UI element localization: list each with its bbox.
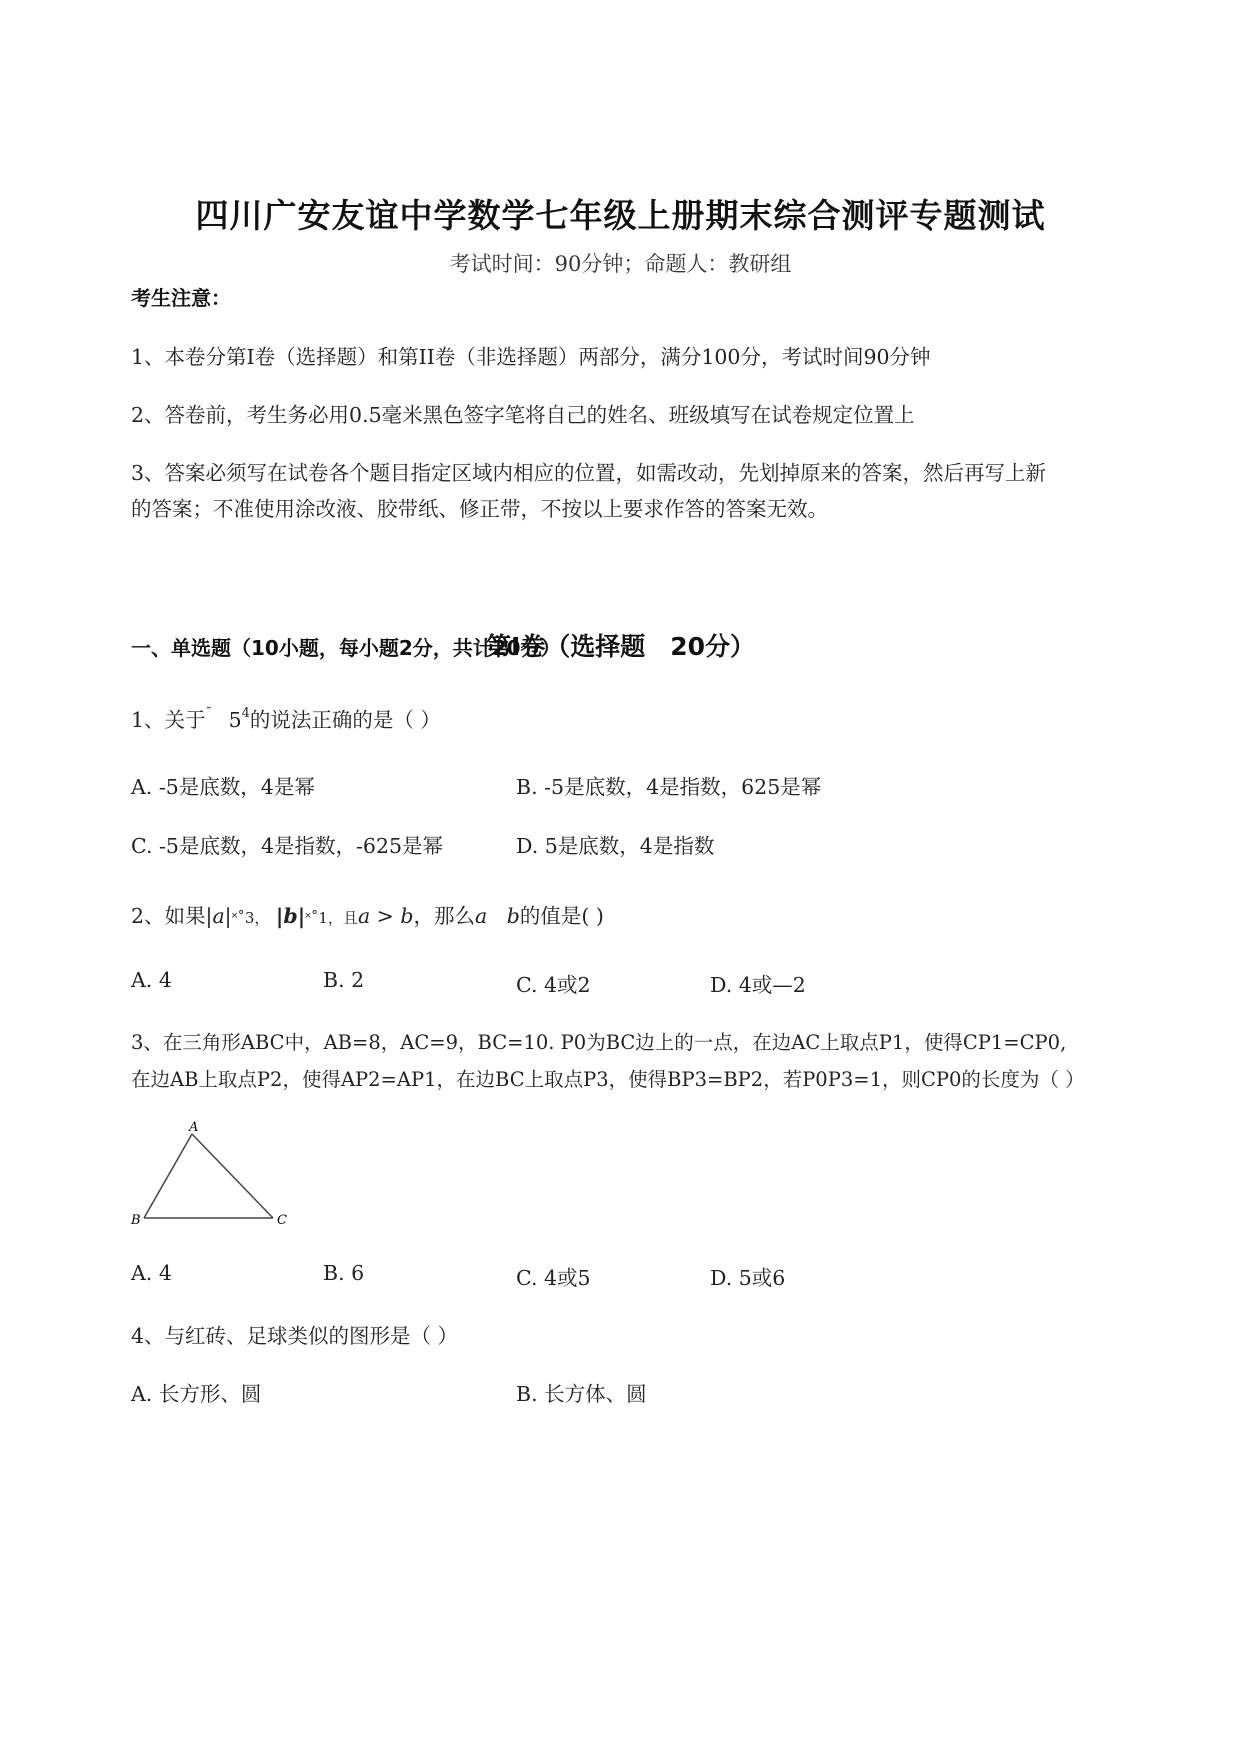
question-3-line-1: 3、在三角形ABC中，AB=8，AC=9，BC=10. P0为BC边上的一点，在边AC上取点P1，使得CP1=CP0, (131, 1031, 1067, 1054)
notice-heading: 考生注意： (131, 286, 231, 310)
q2-p1: 2、如果 (131, 904, 206, 928)
q2-condition: a > b (357, 904, 414, 928)
q3-option-d: D. 5或6 (710, 1266, 786, 1290)
q1-base: 5 (228, 708, 242, 732)
q4-option-a: A. 长方形、圆 (131, 1382, 262, 1406)
q1-prefix: 1、关于 (131, 708, 206, 732)
q2-p2: ，那么 (413, 904, 475, 928)
part-heading: 一、单选题（10小题，每小题2分，共计20分） (131, 636, 561, 660)
q3-option-b: B. 6 (323, 1261, 365, 1285)
notice-item-3: 3、答案必须写在试卷各个题目指定区域内相应的位置，如需改动，先划掉原来的答案，然后再写上新 (131, 461, 1047, 485)
section-title: 第I卷（选择题 20分） (485, 632, 756, 661)
q2-p3: 的值是( ) (519, 904, 604, 928)
q3-option-c: C. 4或5 (516, 1266, 591, 1290)
question-4-stem: 4、与红砖、足球类似的图形是（ ） (131, 1324, 459, 1348)
notice-item-3-cont: 的答案；不准使用涂改液、胶带纸、修正带，不按以上要求作答的答案无效。 (131, 497, 828, 521)
q3-option-a: A. 4 (131, 1261, 172, 1285)
q1-option-c: C. -5是底数，4是指数，-625是幂 (131, 834, 444, 858)
q2-eq2: ˟˚1，且 (305, 909, 358, 927)
q1-tilde: ˜ (205, 706, 213, 721)
q2-abs-b: |b| (275, 904, 306, 928)
q1-exponent: 4 (241, 706, 250, 721)
q4-option-b: B. 长方体、圆 (516, 1382, 647, 1406)
q1-option-a: A. -5是底数，4是幂 (131, 775, 315, 799)
page-title: 四川广安友谊中学数学七年级上册期末综合测评专题测试 (195, 196, 1046, 235)
notice-item-1: 1、本卷分第I卷（选择题）和第II卷（非选择题）两部分，满分100分，考试时间90分钟 (131, 345, 931, 369)
side-ab (144, 1134, 192, 1218)
q2-option-b: B. 2 (323, 968, 365, 992)
vertex-a-label: A (189, 1120, 199, 1135)
q2-abs-a: |a| (205, 904, 232, 928)
q2-var-a: a (475, 904, 488, 928)
q2-option-c: C. 4或2 (516, 973, 591, 997)
question-1-stem (131, 703, 441, 733)
q1-option-d: D. 5是底数，4是指数 (516, 834, 715, 858)
side-ac (192, 1134, 273, 1218)
vertex-b-label: B (131, 1213, 141, 1228)
question-3-line-2: 在边AB上取点P2，使得AP2=AP1，在边BC上取点P3，使得BP3=BP2，若P0P3=1，则CP0的长度为（ ） (131, 1068, 1085, 1091)
vertex-c-label: C (277, 1213, 287, 1228)
q2-var-b: b (506, 904, 520, 928)
q2-option-a: A. 4 (131, 968, 172, 992)
notice-item-2: 2、答卷前，考生务必用0.5毫米黑色签字笔将自己的姓名、班级填写在试卷规定位置上 (131, 403, 915, 427)
triangle-figure (126, 1118, 296, 1230)
question-2-stem (131, 899, 604, 929)
q2-option-d: D. 4或—2 (710, 973, 806, 997)
q2-eq1: ˟˚3， (231, 909, 270, 927)
q1-option-b: B. -5是底数，4是指数，625是幂 (516, 775, 822, 799)
exam-info: 考试时间：90分钟；命题人：教研组 (449, 252, 792, 276)
q1-suffix: 的说法正确的是（ ） (249, 708, 441, 732)
